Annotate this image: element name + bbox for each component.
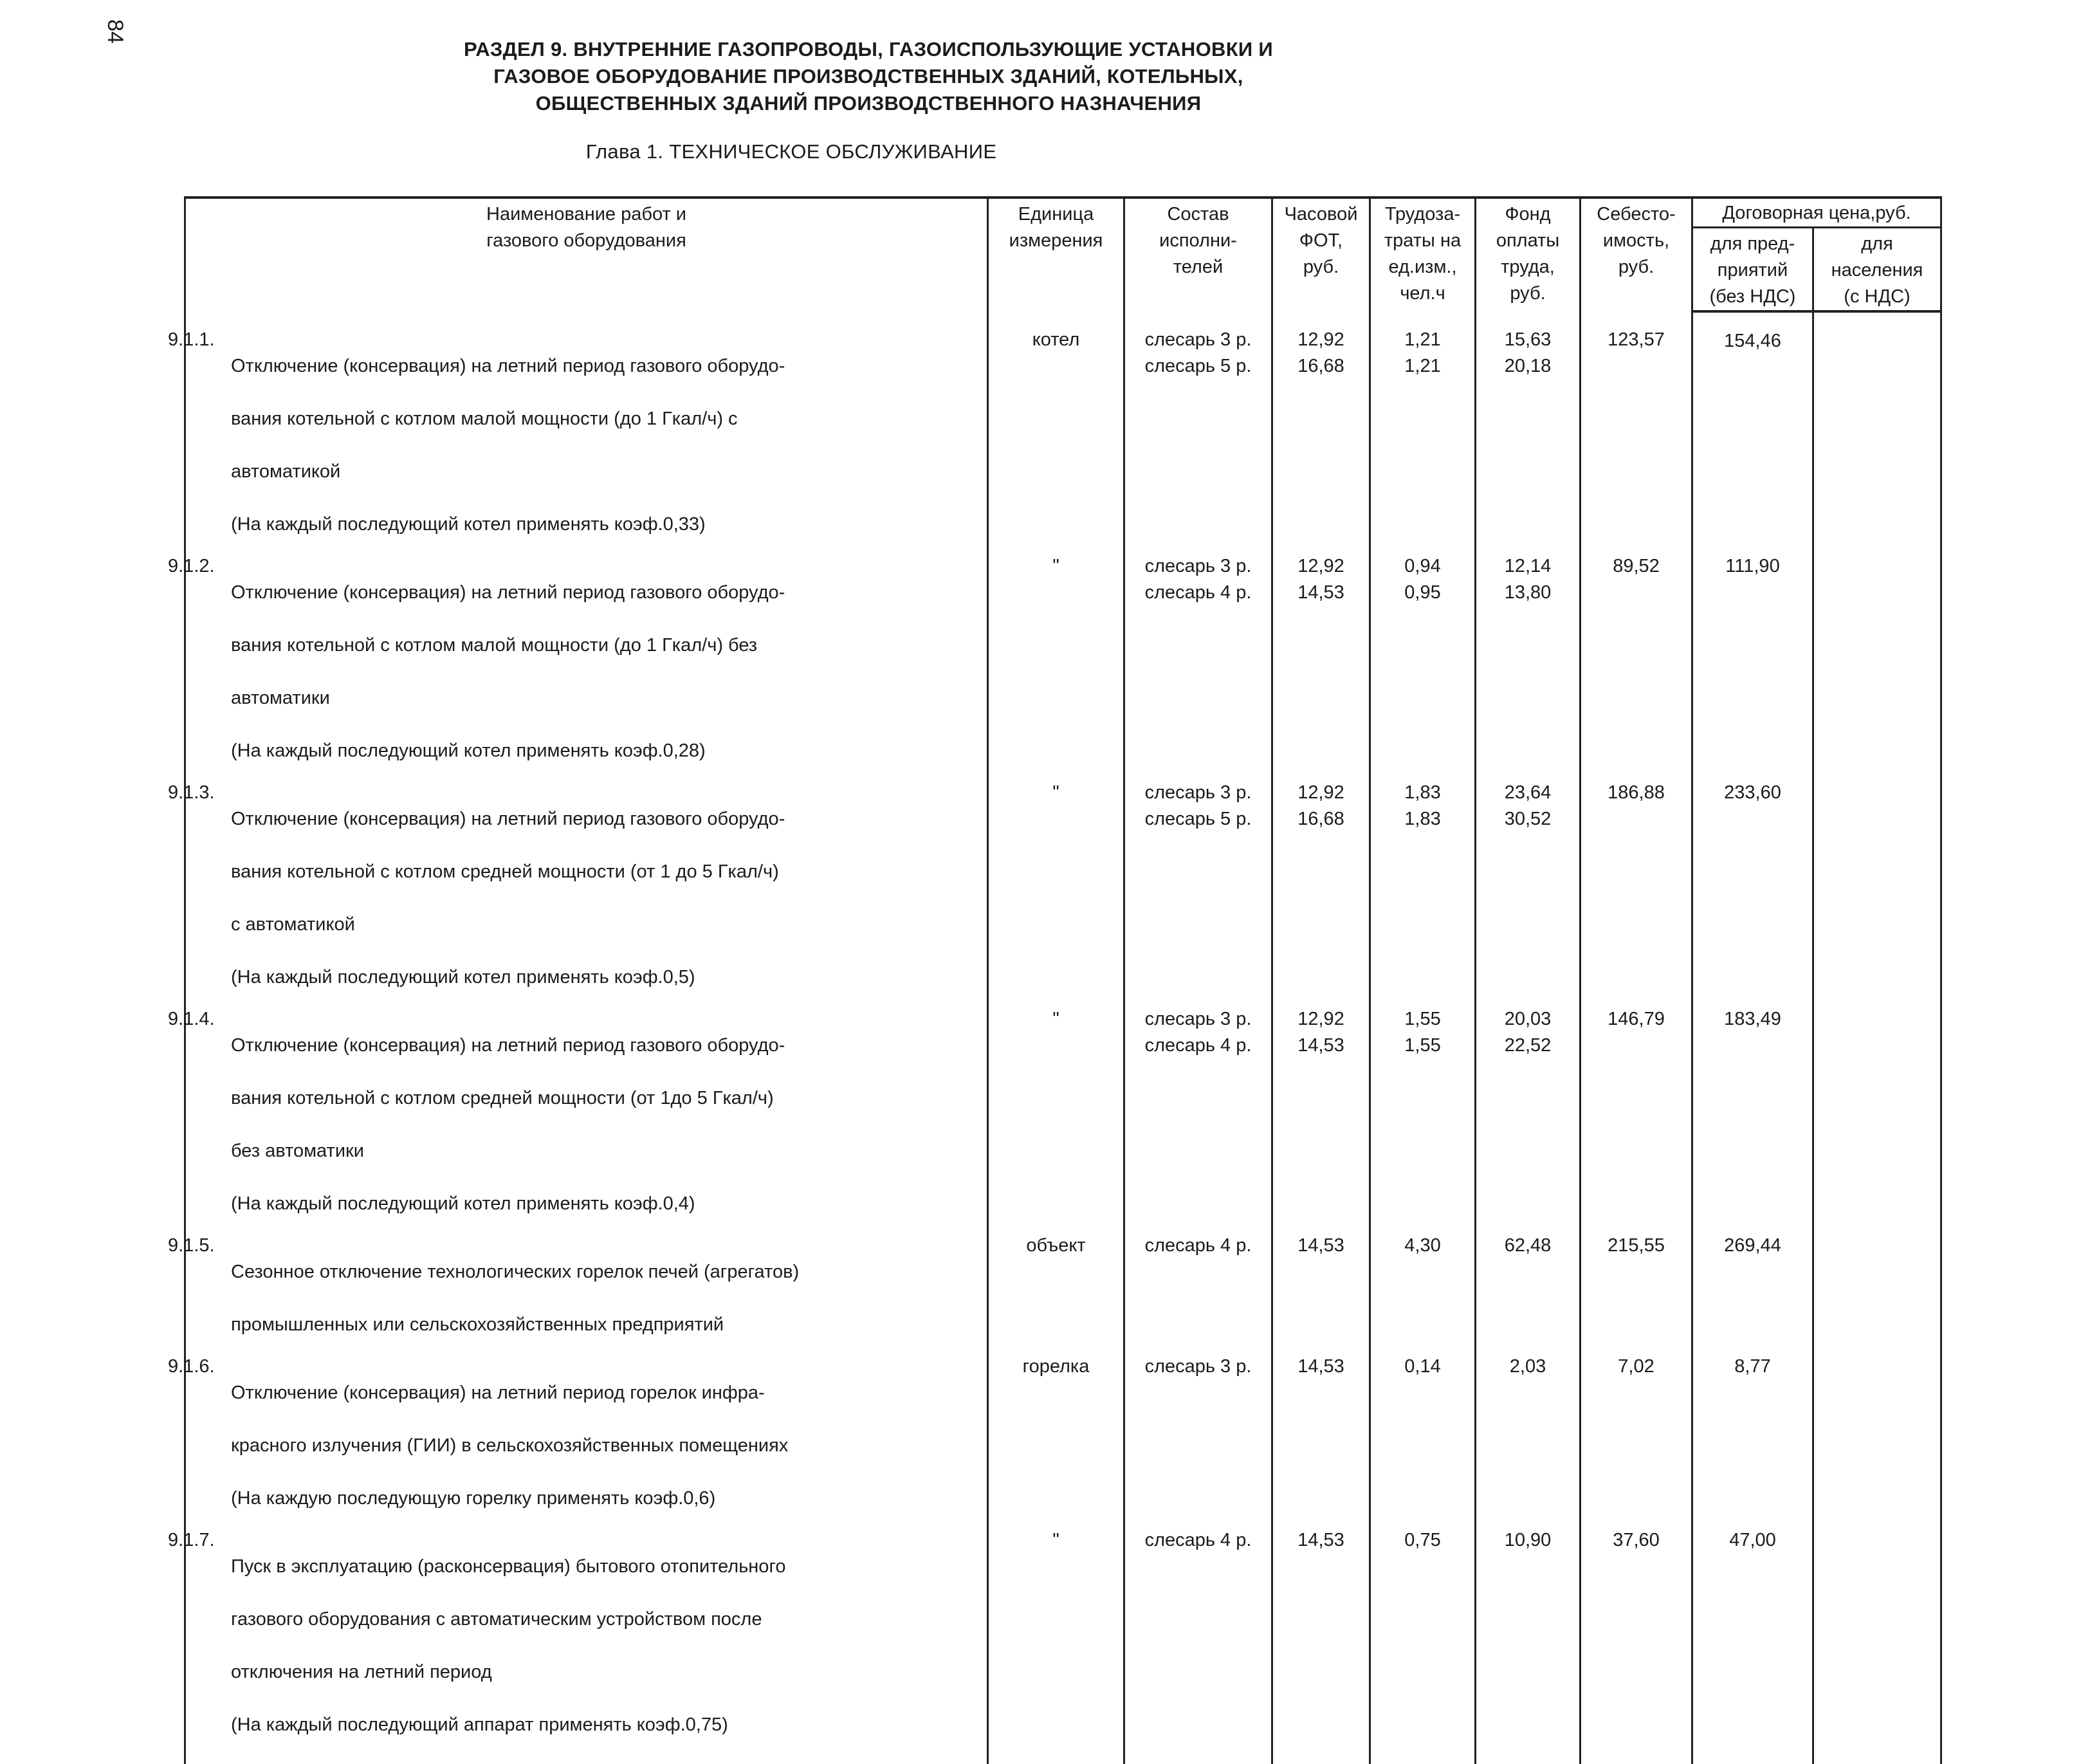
item-number: 9.1.7. [168, 1530, 215, 1550]
wage-fund-cell: 20,03 22,52 [1476, 991, 1581, 1217]
description-line: отключения на летний период [231, 1662, 492, 1682]
chapter-title: Глава 1. ТЕХНИЧЕСКОЕ ОБСЛУЖИВАНИЕ [585, 140, 997, 163]
description-line: (На каждую последующую горелку применять коэф.0,6) [231, 1488, 716, 1509]
price-table [168, 196, 1942, 1764]
staff-cell: слесарь 4 р. [1124, 1512, 1272, 1764]
cost-cell: 123,57 [1581, 311, 1692, 538]
header-price: Договорная цена,руб. [1692, 198, 1941, 228]
description-line: вания котельной с котлом средней мощности (от 1 до 5 Гкал/ч) [231, 861, 779, 882]
cost-cell: 215,55 [1581, 1217, 1692, 1338]
description-line: промышленных или сельскохозяйственных предприятий [231, 1314, 724, 1335]
unit-cell: " [988, 991, 1124, 1217]
unit-cell: " [988, 764, 1124, 991]
labor-cell: 1,55 1,55 [1370, 991, 1476, 1217]
staff-cell: слесарь 4 р. [1124, 1217, 1272, 1338]
description-line: (На каждый последующий котел применять коэф.0,33) [231, 514, 706, 535]
section-title-line: ГАЗОВОЕ ОБОРУДОВАНИЕ ПРОИЗВОДСТВЕННЫХ ЗДАНИЙ, КОТЕЛЬНЫХ, [493, 65, 1243, 87]
table-row [185, 1512, 1941, 1764]
item-number: 9.1.3. [168, 782, 215, 803]
hourly-wage-cell: 12,92 16,68 [1272, 764, 1370, 991]
description-line: вания котельной с котлом малой мощности (до 1 Гкал/ч) без [231, 635, 758, 656]
table-row [185, 311, 1941, 538]
work-description [168, 991, 988, 1217]
item-number: 9.1.4. [168, 1009, 215, 1029]
description-line: газового оборудования с автоматическим устройством после [231, 1609, 762, 1630]
description-line: вания котельной с котлом малой мощности (до 1 Гкал/ч) с [231, 409, 738, 429]
page-number: 84 [103, 19, 127, 44]
labor-cell: 0,14 [1370, 1338, 1476, 1512]
header-fund: Фонд оплаты труда, руб. [1476, 198, 1581, 311]
hourly-wage-cell: 14,53 [1272, 1338, 1370, 1512]
header-name: Наименование работ и газового оборудования [185, 198, 988, 311]
description-line: (На каждый последующий котел применять коэф.0,4) [231, 1193, 695, 1214]
header-staff: Состав исполни- телей [1124, 198, 1272, 311]
price-enterprises-cell: 183,49 [1692, 991, 1813, 1217]
table-row [185, 1217, 1941, 1338]
wage-fund-cell: 23,64 30,52 [1476, 764, 1581, 991]
description-line: Отключение (консервация) на летний период газового оборудо- [231, 809, 785, 829]
price-enterprises-cell: 233,60 [1692, 764, 1813, 991]
description-line: автоматики [231, 688, 330, 708]
description-line: (На каждый последующий котел применять коэф.0,5) [231, 967, 695, 988]
labor-cell: 1,21 1,21 [1370, 311, 1476, 538]
price-enterprises-cell: 269,44 [1692, 1217, 1813, 1338]
cost-cell: 186,88 [1581, 764, 1692, 991]
hourly-wage-cell: 14,53 [1272, 1512, 1370, 1764]
work-description [168, 311, 988, 538]
work-description [168, 1217, 988, 1338]
work-description [168, 1338, 988, 1512]
price-population-cell [1813, 1338, 1941, 1512]
table-row [185, 764, 1941, 991]
unit-cell: объект [988, 1217, 1124, 1338]
price-enterprises-cell: 111,90 [1692, 538, 1813, 764]
header-labor: Трудоза- траты на ед.изм., чел.ч [1370, 198, 1476, 311]
price-population-cell [1813, 1512, 1941, 1764]
price-population-cell [1813, 764, 1941, 991]
wage-fund-cell: 10,90 [1476, 1512, 1581, 1764]
item-number: 9.1.5. [168, 1235, 215, 1256]
staff-cell: слесарь 3 р. слесарь 4 р. [1124, 538, 1272, 764]
labor-cell: 0,94 0,95 [1370, 538, 1476, 764]
item-number: 9.1.1. [168, 329, 215, 350]
description-line: Отключение (консервация) на летний период газового оборудо- [231, 1035, 785, 1056]
description-line: Пуск в эксплуатацию (расконсервация) бытового отопительного [231, 1556, 786, 1577]
wage-fund-cell: 62,48 [1476, 1217, 1581, 1338]
hourly-wage-cell: 12,92 14,53 [1272, 538, 1370, 764]
price-enterprises-cell: 47,00 [1692, 1512, 1813, 1764]
staff-cell: слесарь 3 р. [1124, 1338, 1272, 1512]
staff-cell: слесарь 3 р. слесарь 5 р. [1124, 764, 1272, 991]
description-line: красного излучения (ГИИ) в сельскохозяйственных помещениях [231, 1435, 789, 1456]
cost-cell: 7,02 [1581, 1338, 1692, 1512]
price-enterprises-cell: 8,77 [1692, 1338, 1813, 1512]
table-row [185, 1338, 1941, 1512]
price-population-cell [1813, 1217, 1941, 1338]
hourly-wage-cell: 14,53 [1272, 1217, 1370, 1338]
cost-cell: 89,52 [1581, 538, 1692, 764]
section-title-line: РАЗДЕЛ 9. ВНУТРЕННИЕ ГАЗОПРОВОДЫ, ГАЗОИСПОЛЬЗУЮЩИЕ УСТАНОВКИ И [463, 38, 1273, 60]
work-description [168, 1512, 988, 1764]
description-line: Сезонное отключение технологических горелок печей (агрегатов) [231, 1262, 800, 1282]
unit-cell: котел [988, 311, 1124, 538]
hourly-wage-cell: 12,92 14,53 [1272, 991, 1370, 1217]
wage-fund-cell: 12,14 13,80 [1476, 538, 1581, 764]
labor-cell: 1,83 1,83 [1370, 764, 1476, 991]
header-cost: Себесто- имость, руб. [1581, 198, 1692, 311]
description-line: Отключение (консервация) на летний период горелок инфра- [231, 1383, 765, 1403]
table-body [168, 311, 1941, 1764]
wage-fund-cell: 2,03 [1476, 1338, 1581, 1512]
price-population-cell [1813, 311, 1941, 538]
labor-cell: 4,30 [1370, 1217, 1476, 1338]
labor-cell: 0,75 [1370, 1512, 1476, 1764]
item-number: 9.1.2. [168, 556, 215, 576]
cost-cell: 146,79 [1581, 991, 1692, 1217]
work-description [168, 538, 988, 764]
description-line: автоматикой [231, 461, 341, 482]
description-line: с автоматикой [231, 914, 355, 935]
cost-cell: 37,60 [1581, 1512, 1692, 1764]
section-title [0, 36, 1737, 117]
header-unit: Единица измерения [988, 198, 1124, 311]
description-line: (На каждый последующий аппарат применять коэф.0,75) [231, 1714, 728, 1735]
unit-cell: " [988, 538, 1124, 764]
description-line: (На каждый последующий котел применять коэф.0,28) [231, 740, 706, 761]
header-price-enterprises: для пред- приятий (без НДС) [1692, 228, 1813, 312]
item-number: 9.1.6. [168, 1356, 215, 1377]
staff-cell: слесарь 3 р. слесарь 4 р. [1124, 991, 1272, 1217]
unit-cell: " [988, 1512, 1124, 1764]
wage-fund-cell: 15,63 20,18 [1476, 311, 1581, 538]
staff-cell: слесарь 3 р. слесарь 5 р. [1124, 311, 1272, 538]
header-price-population: для населения (с НДС) [1813, 228, 1941, 312]
header-hourly: Часовой ФОТ, руб. [1272, 198, 1370, 311]
table-row [185, 991, 1941, 1217]
price-enterprises-cell: 154,46 [1692, 311, 1813, 538]
table-row [185, 538, 1941, 764]
description-line: Отключение (консервация) на летний период газового оборудо- [231, 582, 785, 603]
hourly-wage-cell: 12,92 16,68 [1272, 311, 1370, 538]
section-title-line: ОБЩЕСТВЕННЫХ ЗДАНИЙ ПРОИЗВОДСТВЕННОГО НАЗНАЧЕНИЯ [535, 92, 1202, 115]
description-line: Отключение (консервация) на летний период газового оборудо- [231, 356, 785, 376]
unit-cell: горелка [988, 1338, 1124, 1512]
price-population-cell [1813, 991, 1941, 1217]
work-description [168, 764, 988, 991]
price-population-cell [1813, 538, 1941, 764]
description-line: вания котельной с котлом средней мощности (от 1до 5 Гкал/ч) [231, 1088, 774, 1108]
description-line: без автоматики [231, 1141, 364, 1161]
